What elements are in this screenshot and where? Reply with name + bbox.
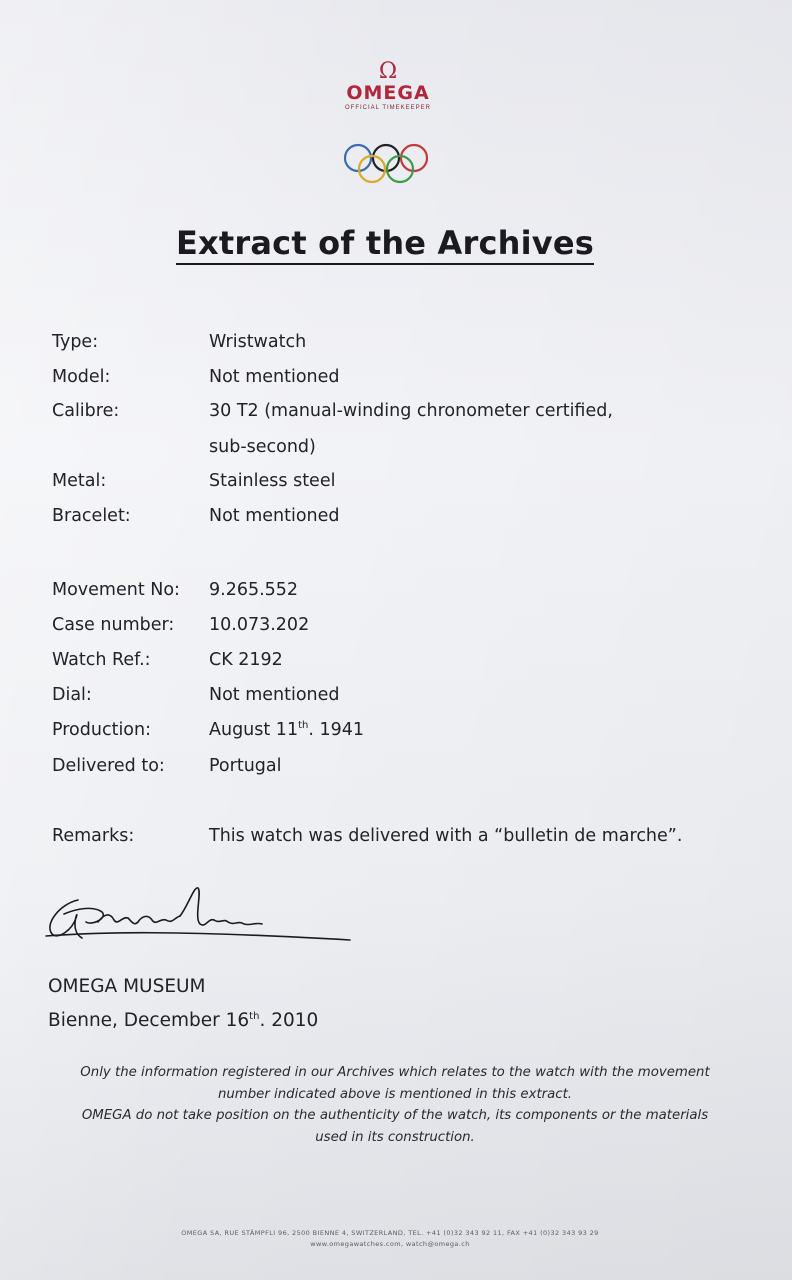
footer-web: www.omegawatches.com, watch@omega.ch — [310, 1240, 470, 1248]
document-title-text: Extract of the Archives — [176, 224, 594, 265]
disclaimer-line: OMEGA do not take position on the authenticity of the watch, its components or the materials — [81, 1108, 709, 1123]
field-value: 9.265.552 — [209, 580, 299, 600]
field-value: CK 2192 — [209, 650, 283, 670]
field-label: Bracelet: — [52, 506, 131, 526]
document-title — [176, 224, 616, 262]
field-value: Portugal — [209, 756, 282, 776]
omega-logo — [318, 59, 458, 111]
olympic-rings-icon — [340, 140, 432, 186]
handwritten-signature — [38, 878, 358, 950]
field-label: Remarks: — [52, 826, 135, 846]
disclaimer — [50, 1062, 740, 1148]
field-label: Model: — [52, 367, 111, 387]
field-label: Case number: — [52, 615, 175, 635]
field-value: Not mentioned — [209, 367, 340, 387]
field-value: 30 T2 (manual-winding chronometer certified, — [209, 401, 613, 421]
field-label: Production: — [52, 720, 152, 740]
place-date-main: Bienne, December 16 — [48, 1010, 250, 1031]
field-label: Dial: — [52, 685, 92, 705]
disclaimer-line: used in its construction. — [315, 1129, 475, 1145]
brand-name: OMEGA — [346, 82, 430, 104]
museum-name: OMEGA MUSEUM — [48, 976, 206, 997]
footer-address: OMEGA SA, RUE STÄMPFLI 96, 2500 BIENNE 4, SWITZERLAND, TEL. +41 (0)32 343 92 11, FAX +41 (0)32 343 93 29 — [181, 1229, 599, 1237]
omega-symbol-icon: Ω — [378, 59, 398, 84]
field-value — [209, 720, 364, 740]
field-label: Type: — [52, 332, 99, 352]
place-date-suffix: th — [249, 1010, 260, 1022]
field-value: This watch was delivered with a “bulletin de marche”. — [209, 826, 683, 846]
field-value: Stainless steel — [209, 471, 336, 491]
field-label: Delivered to: — [52, 756, 165, 776]
field-value-continued: sub-second) — [209, 437, 316, 457]
field-label: Movement No: — [52, 580, 180, 600]
place-date-year: . 2010 — [259, 1010, 319, 1031]
field-label: Metal: — [52, 471, 107, 491]
field-label: Watch Ref.: — [52, 650, 151, 670]
footer — [90, 1228, 690, 1250]
disclaimer-line: Only the information registered in our Archives which relates to the watch with the movement — [80, 1065, 710, 1080]
production-date-year: . 1941 — [308, 720, 365, 740]
place-date — [48, 1010, 318, 1031]
brand-subtitle: OFFICIAL TIMEKEEPER — [344, 105, 431, 111]
production-date-main: August 11 — [209, 720, 299, 740]
field-value: Wristwatch — [209, 332, 307, 352]
production-date-suffix: th — [298, 720, 309, 732]
field-value: Not mentioned — [209, 506, 340, 526]
field-value: Not mentioned — [209, 685, 340, 705]
field-value: 10.073.202 — [209, 615, 310, 635]
disclaimer-line: number indicated above is mentioned in this extract. — [217, 1086, 573, 1102]
field-label: Calibre: — [52, 401, 120, 421]
